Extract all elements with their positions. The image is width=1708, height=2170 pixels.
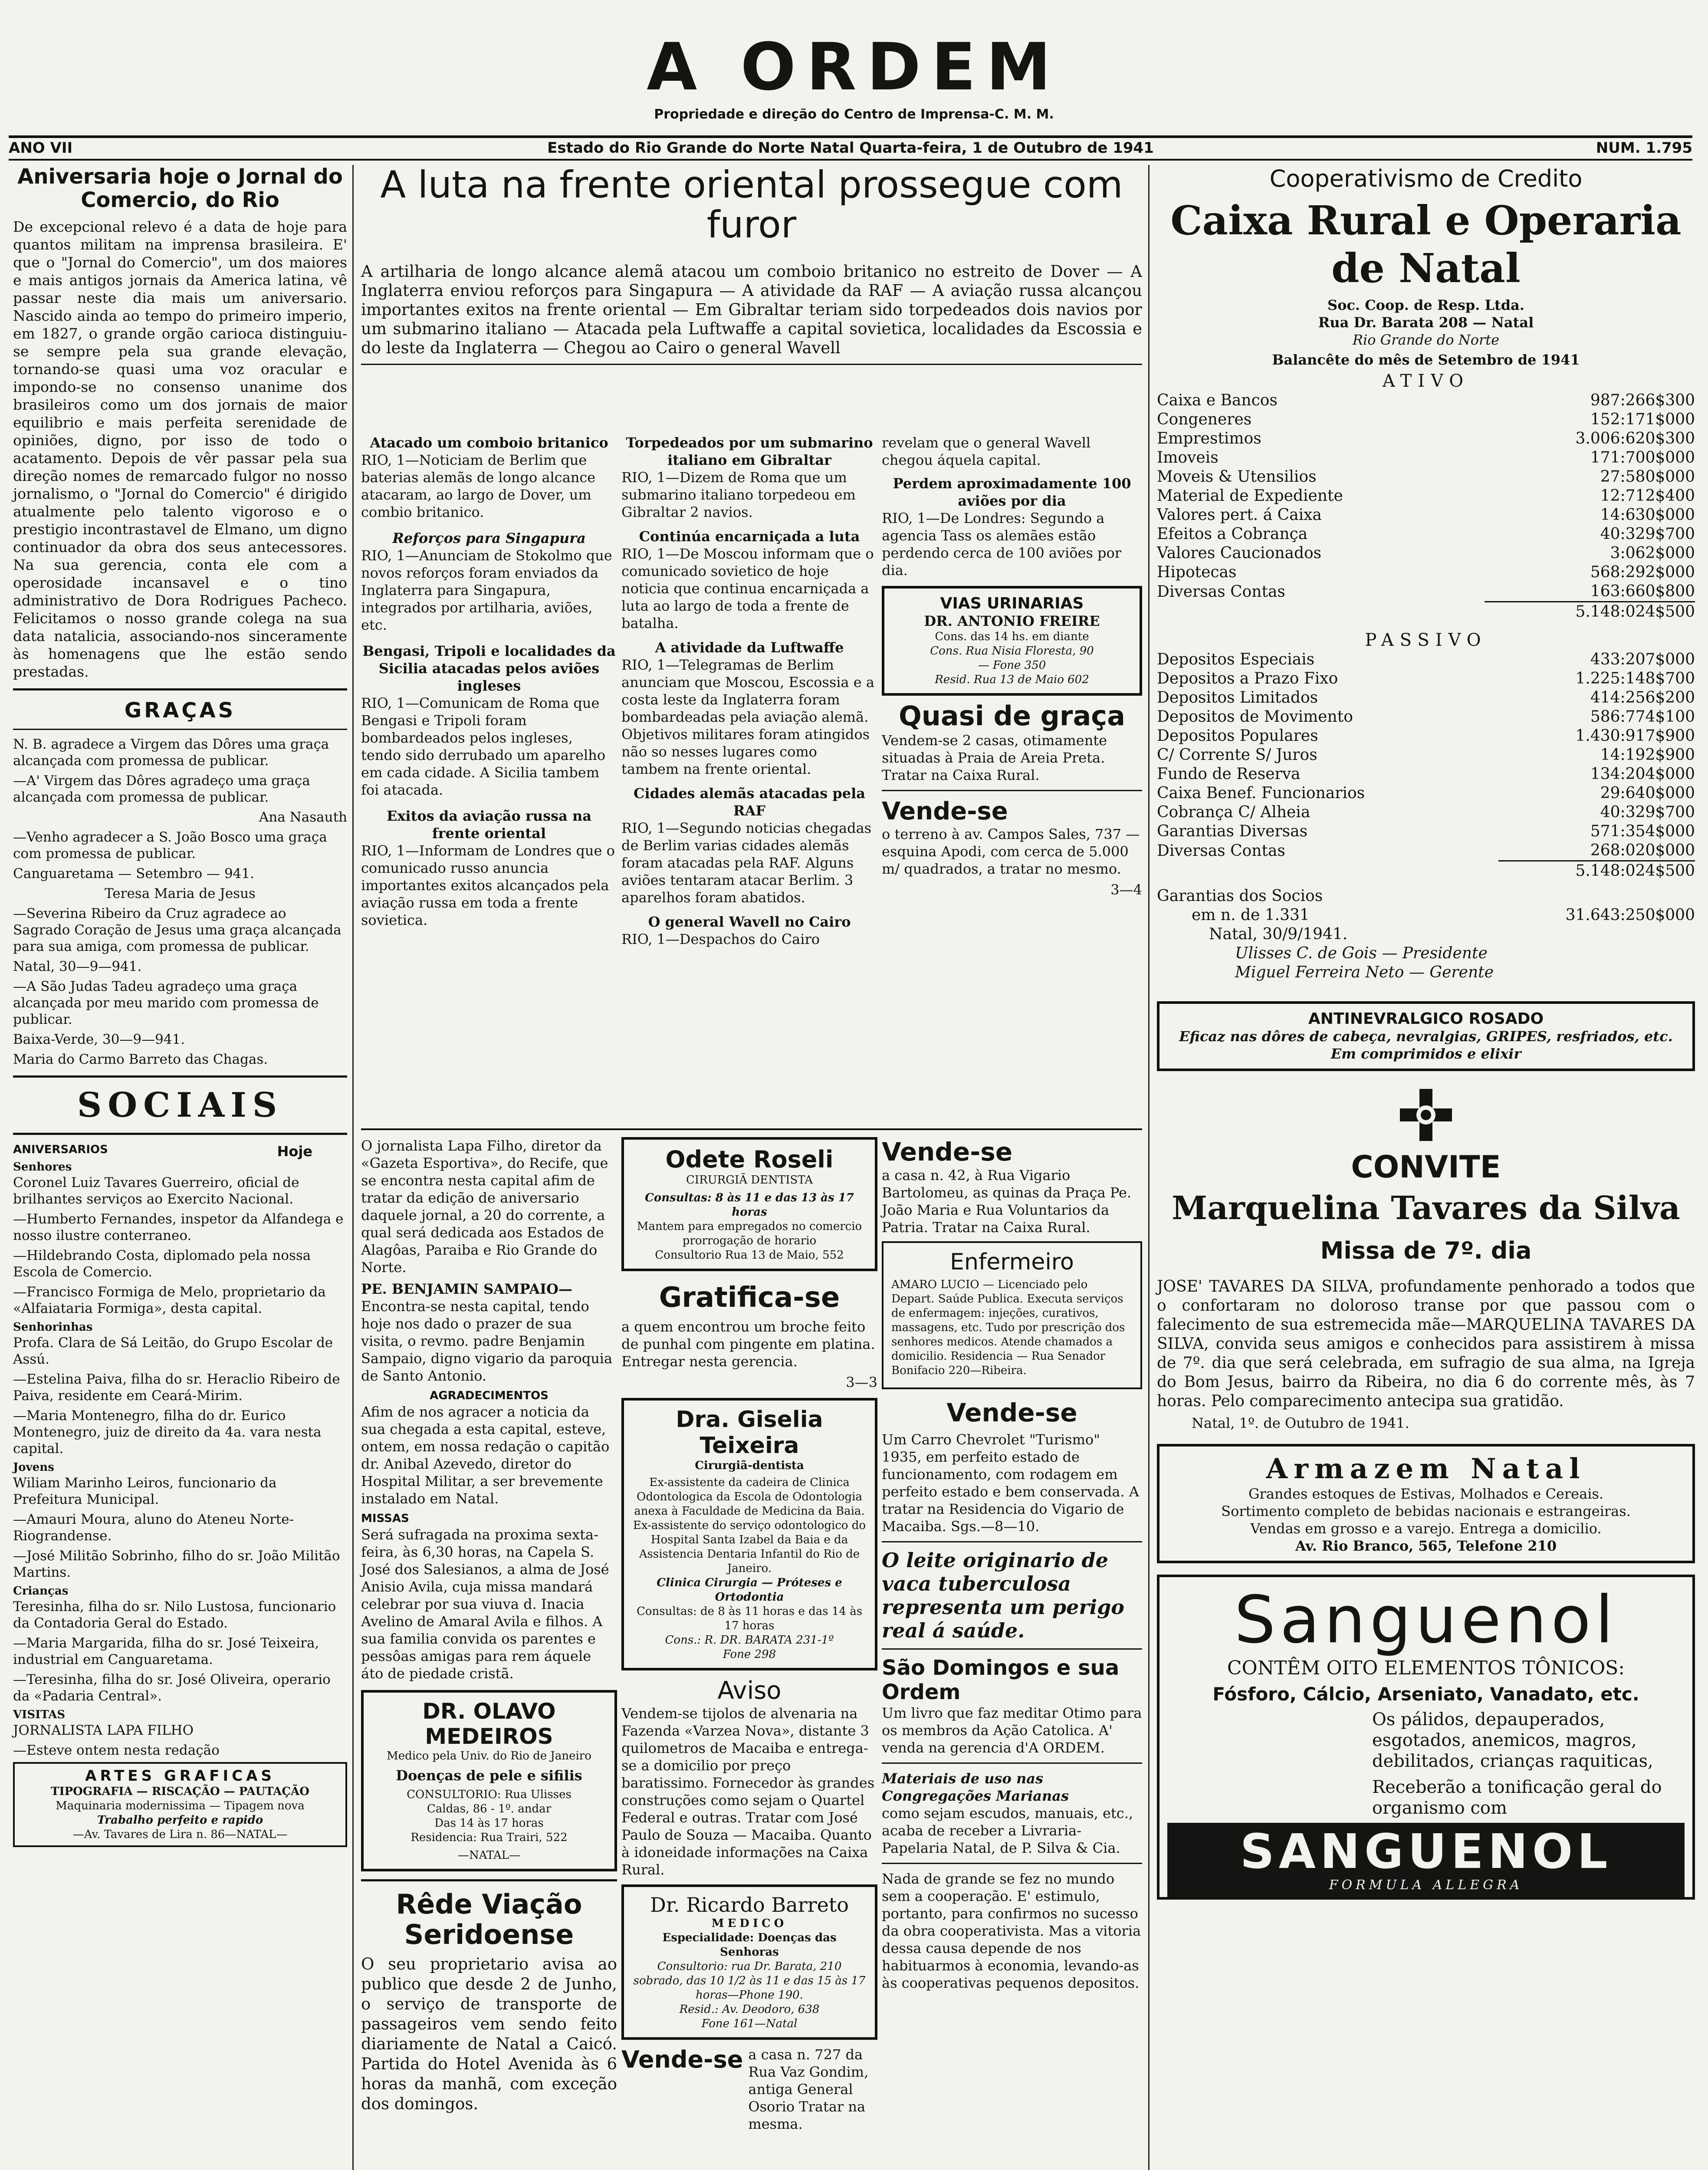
visitas-item: —Esteve ontem nesta redação [13, 1743, 220, 1758]
antinevralgico-title: ANTINEVRALGICO ROSADO [1308, 1010, 1544, 1028]
subhead: Exitos da aviação russa na frente oriental [386, 808, 592, 842]
materiais-title: Materiais de uso nas Congregações Marianas [882, 1770, 1069, 1804]
subhead: Atacado um comboio britanico [370, 434, 608, 451]
ad-armazem-natal [1157, 1444, 1695, 1563]
ativo-label: Diversas Contas [1157, 582, 1285, 601]
odete-line: CIRURGIÃ DENTISTA [686, 1174, 813, 1187]
aniversarios-list [13, 1160, 347, 1759]
ativo-row [1157, 563, 1695, 582]
giselia-line: Fone 298 [723, 1648, 776, 1661]
passivo-row [1157, 650, 1695, 669]
odete-line: Consultorio Rua 13 de Maio, 552 [655, 1249, 844, 1262]
aniv-item: —Hildebrando Costa, diplomado pela nossa Escola de Comercio. [13, 1248, 311, 1280]
ativo-value: 40:329$700 [1600, 525, 1695, 543]
gracas-item: N. B. agradece a Virgem das Dôres uma graça alcançada com promessa de publicar. [13, 736, 329, 769]
sanguenol-logo: SANGUENOL [1240, 1824, 1612, 1879]
passivo-label: Caixa Benef. Funcionarios [1157, 784, 1365, 802]
ativo-total-row [1157, 602, 1695, 622]
ativo-value: 171:700$000 [1590, 449, 1695, 467]
ativo-label: Congeneres [1157, 411, 1252, 428]
ativo-value: 12:712$400 [1600, 487, 1695, 505]
passivo-label: C/ Corrente S/ Juros [1157, 746, 1317, 764]
vende-se-title: Vende-se [882, 797, 1008, 825]
cooperativismo-title: Cooperativismo de Credito [1269, 165, 1583, 192]
aniv-item: Profa. Clara de Sá Leitão, do Grupo Escolar de Assú. [13, 1335, 333, 1367]
ad-ref: 3—3 [846, 1374, 877, 1391]
passivo-value: 14:192$900 [1600, 746, 1695, 764]
dispatch-text: RIO, 1—Dizem de Roma que um submarino italiano torpedeou em Gibraltar 2 navios. [621, 469, 856, 520]
passivo-row [1157, 803, 1695, 822]
article-jornal-comercio: De excepcional relevo é a data de hoje para quantos militam na imprensa brasileira. E' que o "Jornal do Comercio", um dos maiores e mais antigos jornais da America latina, vê passar neste dia mais um aniversario. Nascido ainda ao tempo do primeiro imperio, em 1827, o grande orgão carioca distinguiu-se sempre pela sua grande elevação, tornando-se quasi uma voz oracular e impondo-se no consenso unanime dos brasileiros como um dos jornais de maior equilibrio e mais perfeita serenidade de opiniões, digno, por isso de todo o acatamento. Depois de vêr passar pela sua direção nomes de remarcado fulgor no nosso jornalismo, o "Jornal do Comercio" é dirigido atualmente pelo talento vigoroso e o prestigio incontrastavel de Elmano, um digno continuador da obra dos seus antecessores. Na sua gerencia, conta ele com a operosidade incansavel e o tino administrativo de Dora Rodrigues Pacheco. Felicitamos o nosso grande colega na sua data natalicia, associando-nos sinceramente às homenagens que lhe estão sendo prestadas. [13, 218, 347, 680]
medeiros-line: CONSULTORIO: Rua Ulisses [407, 1788, 572, 1801]
ativo-label: Valores pert. á Caixa [1157, 506, 1322, 524]
center-col-1 [361, 434, 617, 932]
ativo-total: 5.148:024$500 [1485, 602, 1695, 622]
materiais-text: como sejam escudos, manuais, etc., acaba de receber a Livraria-Papelaria Natal, de P. Silva & Cia. [882, 1805, 1133, 1856]
gracas-signature: Teresa Maria de Jesus [105, 886, 256, 901]
divider [13, 1133, 347, 1135]
passivo-value: 571:354$000 [1590, 822, 1695, 840]
ativo-value: 27:580$000 [1600, 468, 1695, 486]
ativo-row [1157, 544, 1695, 563]
giselia-line: Cons.: R. DR. BARATA 231-1º [665, 1634, 834, 1647]
ativo-row [1157, 429, 1695, 448]
caixa-rua: Rua Dr. Barata 208 — Natal [1318, 314, 1534, 331]
sao-domingos-title: São Domingos e sua Ordem [882, 1656, 1120, 1704]
armazem-line: Vendas em grosso e a varejo. Entrega a domicilio. [1250, 1520, 1602, 1537]
medeiros-line: Residencia: Rua Trairi, 522 [411, 1831, 568, 1844]
vias-title: VIAS URINARIAS [940, 595, 1084, 612]
gracas-signature: Ana Nasauth [259, 809, 347, 825]
divider [882, 790, 1142, 791]
vende-se-title: Vende-se [621, 2046, 743, 2073]
passivo-label: Garantias Diversas [1157, 822, 1308, 840]
ativo-value: 3:062$000 [1610, 544, 1695, 562]
balancete-date: Natal, 30/9/1941. [1209, 925, 1348, 943]
ad-sanguenol [1157, 1575, 1695, 1900]
artes-line: Maquinaria modernissima — Tipagem nova [56, 1799, 305, 1812]
ad-ref: 3—4 [1110, 881, 1142, 898]
ad-antinevralgico [1157, 1001, 1695, 1071]
passivo-row [1157, 765, 1695, 784]
gracas-item: —Venho agradecer a S. João Bosco uma graça com promessa de publicar. [13, 829, 327, 861]
aviso-title: Aviso [717, 1677, 782, 1705]
medeiros-line: —NATAL— [457, 1849, 521, 1862]
ativo-row [1157, 448, 1695, 467]
lapa-filho-text: O jornalista Lapa Filho, diretor da «Gazeta Esportiva», do Recife, que se encontra nesta capital afim de tratar da edição de aniversario daquele jornal, a 20 do corrente, a qual será dedicada aos Estados de Alagôas, Paraiba e Rio Grande do Norte. [361, 1138, 608, 1276]
ativo-label: Emprestimos [1157, 430, 1261, 447]
ativo-label: Imoveis [1157, 449, 1219, 467]
gracas-item: Canguaretama — Setembro — 941. [13, 866, 254, 881]
agradecimentos-text: Afim de nos agracer a noticia da sua chegada a esta capital, esteve, ontem, em nossa redação o capitão dr. Anibal Azevedo, diretor do Hospital Militar, a ser brevemente instalado em Natal. [361, 1404, 610, 1507]
vende-se-text: Um Carro Chevrolet "Turismo" 1935, em perfeito estado de funcionamento, com rodagem em perfeito estado e bem conservada. A tratar na Residencia do Vigario de Macaiba. Sgs.—8—10. [882, 1431, 1139, 1535]
missa-label: Missa de 7º. dia [1320, 1237, 1532, 1264]
ad-enfermeiro [882, 1241, 1142, 1389]
passivo-value: 414:256$200 [1590, 689, 1695, 707]
sanguenol-line: Os pálidos, depauperados, esgotados, anemicos, magros, debilitados, crianças raquiticas, [1372, 1710, 1653, 1771]
gracas-title: GRAÇAS [124, 698, 236, 723]
ad-vende-se-vaz-gondim [621, 2046, 877, 2133]
passivo-label: Depositos a Prazo Fixo [1157, 670, 1338, 687]
passivo-value: 40:329$700 [1600, 803, 1695, 821]
convite-date: Natal, 1º. de Outubro de 1941. [1192, 1415, 1409, 1431]
balancete-title: Balancête do mês de Setembro de 1941 [1272, 352, 1580, 368]
medeiros-line: Das 14 às 17 horas [434, 1817, 544, 1830]
jovens-label: Jovens [13, 1461, 54, 1474]
ativo-value: 568:292$000 [1590, 563, 1695, 581]
vias-line: Cons. Rua Nisia Floresta, 90 [930, 644, 1094, 658]
ativo-row [1157, 487, 1695, 506]
main-headline: A luta na frente oriental prossegue com furor [380, 163, 1123, 247]
aniversarios-label: ANIVERSARIOS [13, 1143, 108, 1156]
rede-viacao-title: Rêde Viação Seridoense [396, 1888, 582, 1950]
gracas-list [13, 736, 347, 1068]
column-right [1157, 165, 1695, 1900]
dispatch-text: RIO, 1—Telegramas de Berlim anunciam que Moscou, Escossia e a costa leste da Inglaterra foram bombardeadas pela aviação alemã. Objetivos militares foram atingidos não so nesses lugares como tambem na frente oriental. [621, 657, 874, 777]
ativo-label: Valores Caucionados [1157, 544, 1322, 562]
antinevralgico-line: Em comprimidos e elixir [1330, 1046, 1521, 1062]
passivo-row [1157, 841, 1695, 861]
passivo-label: Cobrança C/ Alheia [1157, 803, 1311, 821]
sanguenol-body-text [1372, 1709, 1685, 1818]
ativo-label: Caixa e Bancos [1157, 391, 1278, 409]
vende-se-text: a casa n. 42, à Rua Vigario Bartolomeu, as quinas da Praça Pe. João Maria e Rua Voluntarios da Patria. Tratar na Caixa Rural. [882, 1167, 1132, 1236]
garantias-em: em n. de 1.331 [1192, 906, 1310, 924]
ativo-value: 163:660$800 [1590, 582, 1695, 600]
aniv-item: —Maria Montenegro, filha do dr. Eurico Montenegro, juiz de direito da 4a. vara nesta capital. [13, 1408, 322, 1457]
artes-title: ARTES GRAFICAS [85, 1767, 275, 1785]
giselia-line: Consultas: de 8 às 11 horas e das 14 às 17 horas [636, 1605, 863, 1632]
aniv-item: —Humberto Fernandes, inspetor da Alfandega e nosso ilustre conterraneo. [13, 1211, 344, 1243]
gracas-item: —A São Judas Tadeu agradeço uma graça alcançada por meu marido com promessa de publicar. [13, 979, 319, 1027]
ativo-value: 3.006:620$300 [1575, 430, 1695, 447]
caixa-rural-title: Caixa Rural e Operaria de Natal [1170, 197, 1682, 292]
artes-line: TIPOGRAFIA — RISCAÇÃO — PAUTAÇÃO [51, 1785, 309, 1798]
dispatch-text: RIO, 1—Comunicam de Roma que Bengasi e Tripoli foram bombardeados pelos ingleses, tendo sido derrubado um aparelho em cada cidade. A Sicilia tambem foi atacada. [361, 695, 606, 798]
sanguenol-body [1167, 1709, 1685, 1818]
passivo-total-label [1157, 861, 1498, 881]
sanguenol-title: Sanguenol [1234, 1582, 1618, 1658]
dispatch-text: RIO, 1—Anunciam de Stokolmo que novos reforços foram enviados da Inglaterra para Singapura, integrados por artilharia, aviões, etc. [361, 547, 612, 633]
passivo-title: PASSIVO [1365, 630, 1487, 650]
vende-se-title: Vende-se [882, 1137, 1013, 1167]
garantias-block [1157, 887, 1695, 982]
rede-viacao-text: O seu proprietario avisa ao publico que desde 2 de Junho, o serviço de transporte de passageiros vem sendo feito diariamente de Natal a Caicó. Partida do Hotel Avenida às 6 horas da manhã, com exceção dos domingos. [361, 1955, 617, 2113]
sanguenol-formula: FORMULA ALLEGRA [1329, 1877, 1523, 1893]
vias-line: Cons. das 14 hs. em diante [935, 630, 1089, 643]
passivo-value: 29:640$000 [1600, 784, 1695, 802]
criancas-label: Crianças [13, 1585, 69, 1598]
ativo-value: 152:171$000 [1590, 411, 1695, 428]
masthead-subtitle: Propriedade e direção do Centro de Imprensa-C. M. M. [654, 107, 1054, 122]
dispatch-text: RIO, 1—Segundo noticias chegadas de Berlim varias cidades alemãs foram atacadas pela RAF. Alguns aviões tentaram atacar Berlim. 3 aparelhos foram abatidos. [621, 820, 872, 906]
subhead: Reforços para Singapura [392, 530, 586, 546]
vende-se-title: Vende-se [946, 1398, 1077, 1427]
masthead [0, 30, 1708, 122]
section-divider [361, 1128, 1142, 1130]
passivo-label: Depositos de Movimento [1157, 708, 1353, 726]
passivo-label: Depositos Populares [1157, 727, 1318, 745]
ad-ricardo-barreto [621, 1884, 877, 2040]
ativo-label: Hipotecas [1157, 563, 1237, 581]
subhead: A atividade da Luftwaffe [655, 639, 844, 656]
senhoritas-label: Senhorinhas [13, 1321, 93, 1334]
passivo-value: 1.225:148$700 [1575, 670, 1695, 687]
artes-line: Trabalho perfeito e rapido [97, 1814, 263, 1827]
passivo-value: 268:020$000 [1590, 842, 1695, 859]
aniv-item: —Teresinha, filha do sr. José Oliveira, operario da «Padaria Central». [13, 1672, 331, 1704]
senhores-label: Senhores [13, 1161, 72, 1174]
issue-year: ANO VII [9, 139, 73, 157]
passivo-row [1157, 746, 1695, 765]
convite-title: CONVITE [1351, 1149, 1501, 1185]
column-rule [352, 165, 354, 2170]
divider [13, 1075, 347, 1078]
barreto-line: Resid.: Av. Deodoro, 638 [679, 2003, 820, 2016]
passivo-label: Fundo de Reserva [1157, 765, 1301, 783]
enfermeiro-title: Enfermeiro [950, 1249, 1074, 1275]
passivo-row [1157, 688, 1695, 707]
gracas-item: Baixa-Verde, 30—9—941. [13, 1032, 185, 1047]
divider [13, 729, 347, 730]
aniv-item: —José Militão Sobrinho, filho do sr. João Militão Martins. [13, 1548, 340, 1580]
antinevralgico-line: Eficaz nas dôres de cabeça, nevralgias, GRIPES, resfriados, etc. [1179, 1028, 1673, 1045]
divider [882, 1541, 1142, 1542]
ad-giselia-teixeira [621, 1398, 877, 1670]
dispatch-text: RIO, 1—De Moscou informam que o comunicado sovietico de hoje noticia que continua encarniçada a luta ao largo de toda a frente de batalha. [621, 546, 874, 631]
gracas-item: Natal, 30—9—941. [13, 959, 142, 974]
caixa-soc: Soc. Coop. de Resp. Ltda. [1327, 297, 1525, 313]
center-col-3 [882, 434, 1142, 898]
barreto-name: Dr. Ricardo Barreto [650, 1893, 849, 1917]
column-rule [1148, 165, 1150, 2170]
divider [13, 688, 347, 690]
cross-icon [1157, 1087, 1695, 1145]
convite-text: JOSE' TAVARES DA SILVA, profundamente penhorado a todos que o confortaram no doloroso transe por que passou com o falecimento de sua estremecida mãe—MARQUELINA TAVARES DA SILVA, convida seus amigos e conhecidos para assistirem à missa de 7º. dia que será celebrada, em sufragio de sua alma, na Igreja do Bom Jesus, bairro da Ribeira, no dia 6 do corrente mês, às 7 horas. Pelo comparecimento antecipa sua gratidão. [1157, 1278, 1695, 1410]
aviso-text: Vendem-se tijolos de alvenaria na Fazenda «Varzea Nova», distante 3 quilometros de Macaiba e entrega-se a domicilio por preço baratissimo. Fornecedor às grandes construções como sejam o Quartel Federal e outras. Tratar com José Paulo de Souza — Macaiba. Quanto à idoneidade informações na Caixa Rural. [621, 1705, 875, 1878]
passivo-value: 1.430:917$900 [1575, 727, 1695, 745]
center-lower-left [361, 1137, 617, 2117]
passivo-table [1157, 650, 1695, 881]
ativo-row [1157, 506, 1695, 525]
giselia-name: Dra. Giselia Teixeira [676, 1407, 823, 1459]
gracas-item: Maria do Carmo Barreto das Chagas. [13, 1052, 268, 1067]
gratifica-se-title: Gratifica-se [659, 1282, 840, 1314]
leite-notice: O leite originario de vaca tuberculosa representa um perigo real á saúde. [882, 1549, 1124, 1642]
center-top [361, 165, 1142, 371]
vias-line: — Fone 350 [978, 659, 1046, 672]
center-lower-middle [621, 1137, 877, 2133]
dispatch-text: RIO, 1—Despachos do Cairo [621, 931, 820, 947]
aniv-item: Wiliam Marinho Leiros, funcionario da Prefeitura Municipal. [13, 1475, 277, 1507]
odete-line: Mantem para empregados no comercio prorrogação de horario [637, 1220, 862, 1247]
passivo-value: 586:774$100 [1590, 708, 1695, 726]
barreto-line: Consultorio: rua Dr. Barata, 210 sobrado, das 10 1/2 às 11 e das 15 às 17 horas—Phone 190. [633, 1960, 866, 2002]
subhead: Perdem aproximadamente 100 aviões por dia [893, 475, 1131, 509]
dispatch-text: RIO, 1—De Londres: Segundo a agencia Tass os alemães estão perdendo cerca de 100 aviões por dia. [882, 510, 1122, 579]
divider [361, 1879, 617, 1881]
passivo-value: 134:204$000 [1590, 765, 1695, 783]
missas-text: Será sufragada na proxima sexta-feira, às 6,30 horas, na Capela S. José dos Salesianos, a alma de José Anisio Avila, cuja missa mandará celebrar por sua viuva d. Inacia Avelino de Amaral Avila e filhos. A sua familia convida os parentes e pessôas amigas para rem áquele áto de piedade cristã. [361, 1526, 609, 1682]
ad-olavo-medeiros [361, 1690, 617, 1871]
passivo-label: Depositos Limitados [1157, 689, 1318, 707]
missas-heading: MISSAS [361, 1512, 409, 1525]
sanguenol-line: Fósforo, Cálcio, Arseniato, Vanadato, etc. [1212, 1683, 1639, 1705]
gratifica-se-text: a quem encontrou um broche feito de punhal com pingente em platina. Entregar nesta gerencia. [621, 1318, 875, 1370]
passivo-label: Diversas Contas [1157, 842, 1285, 860]
vias-line: Resid. Rua 13 de Maio 602 [935, 673, 1089, 686]
aniv-item: —Amauri Moura, aluno do Ateneu Norte-Riograndense. [13, 1512, 294, 1544]
benjamin-heading: PE. BENJAMIN SAMPAIO— [361, 1281, 572, 1297]
sanguenol-line: CONTÊM OITO ELEMENTOS TÔNICOS: [1227, 1657, 1625, 1679]
ad-artes-graficas [13, 1762, 347, 1847]
divider [882, 1648, 1142, 1650]
quasi-text: Vendem-se 2 casas, otimamente situadas à Praia de Areia Preta. Tratar na Caixa Rural. [882, 732, 1107, 783]
agradecimentos-heading: AGRADECIMENTOS [430, 1389, 549, 1402]
center-col-2 [621, 434, 877, 951]
ad-vias-urinarias [882, 586, 1142, 696]
passivo-row [1157, 822, 1695, 841]
passivo-row [1157, 707, 1695, 727]
enfermeiro-text: AMARO LUCIO — Licenciado pelo Depart. Saúde Publica. Executa serviços de enfermagem: injeções, curativos, massagens, etc. Tudo por prescrição dos senhores medicos. Atende chamados a domicilio. Residencia — Rua Senador Bonifacio 220—Ribeira. [891, 1278, 1125, 1377]
passivo-row [1157, 727, 1695, 746]
ativo-row [1157, 525, 1695, 544]
passivo-value: 433:207$000 [1590, 651, 1695, 668]
ativo-label: Material de Expediente [1157, 487, 1343, 505]
ativo-row [1157, 391, 1695, 410]
center-lower-right [882, 1137, 1142, 1995]
ativo-label: Moveis & Utensilios [1157, 468, 1317, 486]
nada-de-grande-text: Nada de grande se fez no mundo sem a cooperação. E' estimulo, portanto, para confirmos no sucesso da obra cooperativista. Mas a vitoria dessa causa depende de nos habituarmos à economia, levando-as às cooperativas pequenos depositos. [882, 1871, 1141, 1991]
giselia-line: Clinica Cirurgia — Próteses e Ortodontia [657, 1576, 842, 1604]
vende-se-text: o terreno à av. Campos Sales, 737 — esquina Apodi, com cerca de 5.000 m/ quadrados, a tratar no mesmo. [882, 826, 1140, 877]
sao-domingos-text: Um livro que faz meditar Otimo para os membros da Ação Catolica. A' venda na gerencia d'A ORDEM. [882, 1705, 1142, 1756]
ativo-value: 14:630$000 [1600, 506, 1695, 524]
caixa-rio: Rio Grande do Norte [1352, 332, 1500, 348]
sanguenol-logo-band [1167, 1823, 1685, 1897]
odete-name: Odete Roseli [665, 1146, 834, 1173]
ativo-title: ATIVO [1382, 371, 1470, 391]
benjamin-text: Encontra-se nesta capital, tendo hoje nos dado o prazer de sua visita, o revmo. padre Benjamin Sampaio, digno vigario da paroquia de Santo Antonio. [361, 1298, 613, 1384]
ad-odete-roseli [621, 1137, 877, 1271]
vende-se-text: a casa n. 727 da Rua Vaz Gondim, antiga General Osorio Tratar na mesma. [748, 2046, 869, 2132]
visitas-item: JORNALISTA LAPA FILHO [13, 1723, 194, 1738]
passivo-row [1157, 784, 1695, 803]
dispatch-text: RIO, 1—Noticiam de Berlim que baterias alemãs de longo alcance atacaram, ao largo de Dover, um combio britanico. [361, 452, 596, 520]
armazem-line: Av. Rio Branco, 565, Telefone 210 [1295, 1538, 1557, 1554]
passivo-label: Depositos Especiais [1157, 651, 1315, 668]
ativo-row [1157, 410, 1695, 429]
signature-manager: Miguel Ferreira Neto — Gerente [1235, 963, 1494, 981]
dispatch-text: revelam que o general Wavell chegou áquela capital. [882, 434, 1091, 468]
armazem-line: Sortimento completo de bebidas nacionais e estrangeiras. [1221, 1503, 1631, 1519]
issue-date: Estado do Rio Grande do Norte Natal Quarta-feira, 1 de Outubro de 1941 [547, 139, 1154, 157]
aniversarios-header [13, 1143, 347, 1160]
ativo-row [1157, 467, 1695, 487]
odete-line: Consultas: 8 às 11 e das 13 às 17 horas [645, 1191, 854, 1219]
medeiros-line: Doenças de pele e sifilis [396, 1767, 582, 1784]
aniv-item: —Francisco Formiga de Melo, proprietario da «Alfaiataria Formiga», desta capital. [13, 1284, 326, 1316]
aniv-item: Coronel Luiz Tavares Guerreiro, oficial de brilhantes serviços ao Exercito Nacional. [13, 1175, 299, 1207]
masthead-title: A ORDEM [647, 30, 1061, 105]
passivo-total: 5.148:024$500 [1498, 861, 1695, 881]
visitas-label: VISITAS [13, 1708, 66, 1721]
armazem-title: Armazem Natal [1266, 1453, 1586, 1485]
main-lead: A artilharia de longo alcance alemã atacou um comboio britanico no estreito de Dover — A Inglaterra enviou reforços para Singapura — A atividade da RAF — A aviação russa alcançou importantes exitos na frente oriental — Em Gibraltar teriam sido torpedeados dois navios por um submarino italiano — Atacada pela Luftwaffe a capital sovietica, localidades da Escossia e do leste da Inglaterra — Chegou ao Cairo o general Wavell [361, 262, 1142, 357]
dispatch-text: RIO, 1—Informam de Londres que o comunicado russo anuncia importantes exitos alcançados pela aviação russa em toda a frente sovietica. [361, 842, 615, 928]
armazem-line: Grandes estoques de Estivas, Molhados e Cereais. [1248, 1486, 1604, 1502]
passivo-row [1157, 669, 1695, 688]
issue-number: NUM. 1.795 [1596, 139, 1692, 157]
subhead: Bengasi, Tripoli e localidades da Sicilia atacadas pelos aviões ingleses [362, 643, 616, 694]
headline-jornal-comercio: Aniversaria hoje o Jornal do Comercio, do Rio [17, 164, 343, 212]
sociais-title: SOCIAIS [77, 1085, 283, 1125]
divider [882, 1863, 1142, 1864]
medeiros-name: DR. OLAVO MEDEIROS [422, 1699, 556, 1749]
giselia-line: Ex-assistente da cadeira de Clinica Odontologica da Escola de Odontologia anexa à Faculdade de Medicina da Baia. Ex-assistente do serviço odontologico do Hospital Santa Izabel da Baia e da Assistencia Dentaria Infantil do Rio de Janeiro. [633, 1476, 866, 1575]
quasi-de-graca-title: Quasi de graça [899, 700, 1125, 732]
barreto-line: Especialidade: Doenças das Senhoras [662, 1931, 837, 1959]
column-left [13, 165, 347, 1847]
gracas-item: —Severina Ribeiro da Cruz agradece ao Sagrado Coração de Jesus uma graça alcançada para sua amiga, com promessa de publicar. [13, 906, 342, 954]
vias-doctor: DR. ANTONIO FREIRE [924, 613, 1100, 629]
artes-line: —Av. Tavares de Lira n. 86—NATAL— [72, 1828, 288, 1841]
ativo-label: Efeitos a Cobrança [1157, 525, 1308, 543]
divider [882, 1762, 1142, 1764]
aniv-item: —Maria Margarida, filha do sr. José Teixeira, industrial em Canguaretama. [13, 1635, 319, 1667]
barreto-line: Fone 161—Natal [701, 2017, 798, 2030]
subhead: Continúa encarniçada a luta [639, 528, 860, 545]
signature-president: Ulisses C. de Gois — Presidente [1235, 944, 1488, 962]
ativo-row [1157, 582, 1695, 602]
dateline [9, 135, 1692, 161]
passivo-total-row [1157, 861, 1695, 881]
ativo-value: 987:266$300 [1590, 391, 1695, 409]
garantias-label: Garantias dos Socios [1157, 887, 1323, 905]
sanguenol-line: Receberão a tonificação geral do organismo com [1372, 1777, 1662, 1818]
ativo-total-label [1157, 602, 1485, 622]
subhead: O general Wavell no Cairo [648, 914, 851, 930]
convite-name: Marquelina Tavares da Silva [1172, 1190, 1680, 1227]
garantias-value: 31.643:250$000 [1565, 906, 1695, 924]
giselia-line: Cirurgiã-dentista [695, 1459, 804, 1472]
aniv-item: Teresinha, filha do sr. Nilo Lustosa, funcionario da Contadoria Geral do Estado. [13, 1599, 336, 1631]
divider [361, 364, 1142, 365]
ativo-table [1157, 391, 1695, 621]
gracas-item: —A' Virgem das Dôres agradeço uma graça alcançada com promessa de publicar. [13, 773, 310, 805]
hoje-label: Hoje [277, 1143, 312, 1160]
aniv-item: —Estelina Paiva, filha do sr. Heraclio Ribeiro de Paiva, residente em Ceará-Mirim. [13, 1371, 340, 1404]
medeiros-line: Caldas, 86 - 1º. andar [427, 1802, 552, 1815]
medeiros-line: Medico pela Univ. do Rio de Janeiro [387, 1749, 591, 1762]
garantias-row [1157, 906, 1695, 925]
subhead: Cidades alemãs atacadas pela RAF [634, 785, 865, 819]
barreto-line: MEDICO [711, 1917, 788, 1930]
subhead: Torpedeados por um submarino italiano em Gibraltar [626, 434, 873, 468]
